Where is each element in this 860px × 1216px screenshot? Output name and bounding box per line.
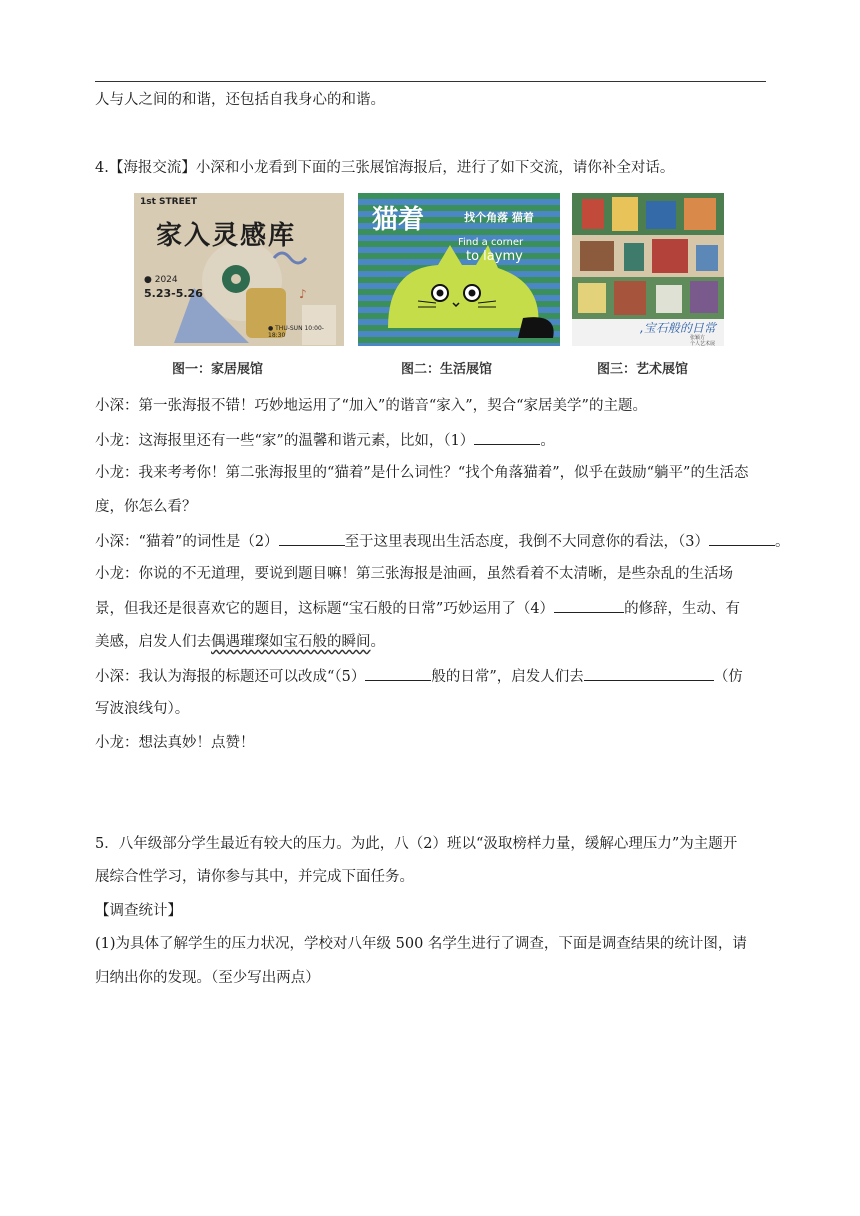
dialogue-line [95, 531, 790, 552]
poster-art-artist: 张颖方 [690, 335, 706, 341]
answer-blank-4[interactable] [554, 598, 624, 613]
poster-life-en-1: Find a corner [458, 237, 524, 248]
dialogue-line: 度，你怎么看？ [95, 499, 197, 515]
dialogue-text: （仿 [713, 669, 743, 685]
caption-poster-art: 图三：艺术展馆 [597, 362, 689, 377]
dialogue-text: 小深：“猫着”的词性是（2） [95, 534, 279, 550]
poster-art-title: ,宝石般的日常 [640, 321, 716, 335]
dialogue-period: 。 [775, 534, 790, 550]
caption-poster-home: 图一：家居展馆 [172, 362, 264, 377]
task-1-line: 归纳出你的发现。（至少写出两点） [95, 970, 320, 986]
wavy-underlined-phrase: 偶遇璀璨如宝石般的瞬间 [211, 634, 371, 650]
poster-home-time: ● THU-SUN 10:00-18:30 [268, 325, 324, 339]
dialogue-period: 。 [540, 433, 555, 449]
dialogue-line: 小龙：想法真妙！点赞！ [95, 735, 255, 751]
section-heading: 【调查统计】 [95, 903, 182, 919]
dialogue-text: 的修辞，生动、有 [624, 601, 741, 617]
poster-home-dates: 5.23-5.26 [144, 287, 203, 300]
dialogue-line: 写波浪线句）。 [95, 701, 190, 717]
question-5-line: 展综合性学习，请你参与其中，并完成下面任务。 [95, 869, 414, 885]
poster-home-street: 1st STREET [140, 197, 198, 207]
answer-blank-1[interactable] [474, 430, 540, 445]
poster-life-subtitle: 找个角落 猫着 [464, 211, 534, 224]
dialogue-line [95, 666, 743, 687]
answer-blank-3[interactable] [709, 531, 775, 546]
poster-art [572, 193, 724, 346]
dialogue-text: 景，但我还是很喜欢它的题目，这标题“宝石般的日常”巧妙运用了（4） [95, 601, 555, 617]
dialogue-text: 小龙：这海报里还有一些“家”的温馨和谐元素，比如，（1） [95, 433, 475, 449]
dialogue-text: 美感，启发人们去 [95, 634, 211, 650]
answer-blank-5[interactable] [365, 666, 431, 681]
dialogue-line: 小龙：我来考考你！第二张海报里的“猫着”是什么词性？“找个角落猫着”，似乎在鼓励“躺平”的生活态 [95, 465, 749, 481]
poster-art-exhibit: 个人艺术展 [690, 341, 716, 346]
question-5-line: 5．八年级部分学生最近有较大的压力。为此，八（2）班以“汲取榜样力量，缓解心理压力”为主题开 [95, 836, 738, 852]
dialogue-period: 。 [370, 634, 385, 650]
header-rule [95, 81, 766, 82]
svg-text:♪: ♪ [299, 287, 307, 301]
dialogue-text: 至于这里表现出生活态度，我倒不大同意你的看法，（3） [344, 534, 710, 550]
question-4-intro: 4.【海报交流】小深和小龙看到下面的三张展馆海报后，进行了如下交流，请你补全对话。 [95, 160, 675, 176]
answer-blank-6[interactable] [584, 666, 714, 681]
answer-blank-2[interactable] [279, 531, 345, 546]
text-line: 人与人之间的和谐，还包括自我身心的和谐。 [95, 92, 385, 108]
poster-life-title: 猫着 [372, 205, 425, 235]
dialogue-text: 般的日常”，启发人们去 [431, 669, 584, 685]
poster-life-en-2: to laymy [466, 249, 523, 264]
poster-life [358, 193, 560, 346]
dialogue-line: 小龙：你说的不无道理，要说到题目嘛！第三张海报是油画，虽然看着不太清晰，是些杂乱的生活场 [95, 566, 733, 582]
caption-poster-life: 图二：生活展馆 [401, 362, 493, 377]
dialogue-text: 小深：我认为海报的标题还可以改成“（5） [95, 669, 366, 685]
dialogue-line [95, 430, 555, 451]
dialogue-line [95, 632, 385, 652]
poster-home-title: 家入灵感库 [156, 221, 297, 251]
poster-home-year: ● 2024 [144, 275, 178, 285]
dialogue-line [95, 598, 740, 619]
dialogue-line: 小深：第一张海报不错！巧妙地运用了“加入”的谐音“家入”，契合“家居美学”的主题。 [95, 398, 647, 414]
poster-home [134, 193, 344, 346]
task-1-line: (1)为具体了解学生的压力状况，学校对八年级 500 名学生进行了调查，下面是调查结果的统计图，请 [95, 936, 747, 952]
